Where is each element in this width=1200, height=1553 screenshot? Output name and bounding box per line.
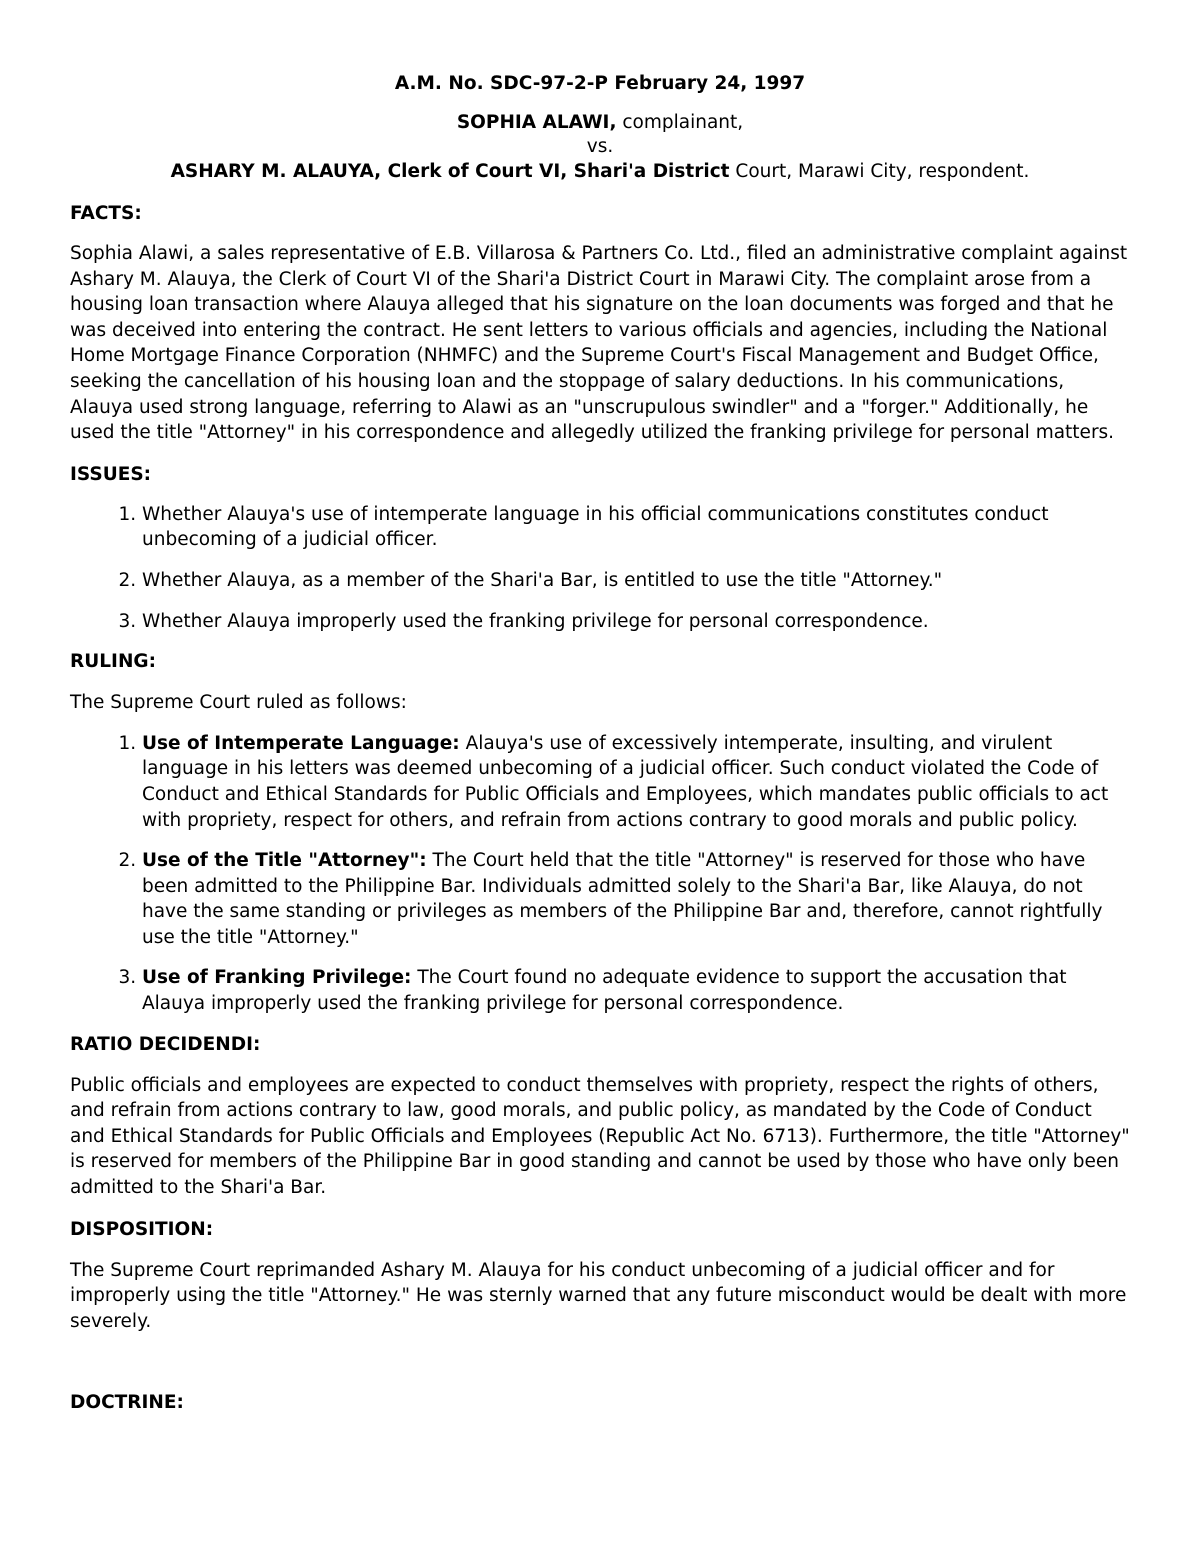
case-parties (70, 111, 1130, 184)
facts-body: Sophia Alawi, a sales representative of E.B. Villarosa & Partners Co. Ltd., filed an administrative complaint against Ashary M. Alauya, the Clerk of Court VI of the Shari'a District Court in Marawi City. The complaint arose from a housing loan transaction where Alauya alleged that his signature on the loan documents was forged and that he was deceived into entering the contract. He sent letters to various officials and agencies, including the National Home Mortgage Finance Corporation (NHMFC) and the Supreme Court's Fiscal Management and Budget Office, seeking the cancellation of his housing loan and the stoppage of salary deductions. In his communications, Alauya used strong language, referring to Alawi as an "unscrupulous swindler" and a "forger." Additionally, he used the title "Attorney" in his correspondence and allegedly utilized the franking privilege for personal matters. (70, 243, 1128, 444)
complainant-line (70, 111, 1130, 135)
ruling-item (142, 731, 1130, 833)
issue-item: 2. Whether Alauya, as a member of the Shari'a Bar, is entitled to use the title "Attorney." (142, 568, 1130, 594)
ruling-item (142, 848, 1130, 950)
disposition-heading: DISPOSITION: (70, 1218, 214, 1240)
respondent-rest: Court, Marawi City, respondent. (729, 161, 1030, 182)
disposition-body: The Supreme Court reprimanded Ashary M. Alauya for his conduct unbecoming of a judicial officer and for improperly using the title "Attorney." He was sternly warned that any future misconduct would be dealt with more severely. (70, 1259, 1127, 1332)
complainant-name: SOPHIA ALAWI, (456, 112, 617, 133)
ruling-intro: The Supreme Court ruled as follows: (70, 692, 407, 714)
case-number: A.M. No. SDC-97-2-P February 24, 1997 (394, 73, 806, 94)
respondent-name: ASHARY M. ALAUYA, Clerk of Court VI, Shari'a District (170, 161, 730, 182)
issue-item: 1. Whether Alauya's use of intemperate language in his official communications constitutes conduct unbecoming of a judicial officer. (142, 502, 1130, 553)
complainant-role: complainant, (616, 112, 744, 133)
issues-list (70, 502, 1130, 634)
respondent-line (70, 160, 1130, 184)
ruling-item-label: Use of the Title "Attorney": (142, 850, 427, 872)
ratio-heading: RATIO DECIDENDI: (70, 1033, 261, 1055)
ruling-heading: RULING: (70, 651, 157, 673)
issue-item: 3. Whether Alauya improperly used the franking privilege for personal correspondence. (142, 609, 1130, 635)
issues-heading: ISSUES: (70, 463, 152, 485)
versus: vs. (586, 136, 614, 157)
ruling-item-text: Alauya's use of excessively intemperate, insulting, and virulent language in his letters was deemed unbecoming of a judicial officer. Such conduct violated the Code of Conduct and Ethical Standards for Public Officials and Employees, which mandates public officials to act with propriety, respect for others, and refrain from actions contrary to good morals and public policy. (142, 732, 1109, 831)
ruling-item-label: Use of Intemperate Language: (142, 732, 460, 754)
ratio-body: Public officials and employees are expected to conduct themselves with propriety, respect the rights of others, and refrain from actions contrary to law, good morals, and public policy, as mandated by the Code of Conduct and Ethical Standards for Public Officials and Employees (Republic Act No. 6713). Furthermore, the title "Attorney" is reserved for members of the Philippine Bar in good standing and cannot be used by those who have only been admitted to the Shari'a Bar. (70, 1074, 1130, 1199)
ruling-item-text: The Court held that the title "Attorney" is reserved for those who have been admitted to the Philippine Bar. Individuals admitted solely to the Shari'a Bar, like Alauya, do not have the same standing or privileges as members of the Philippine Bar and, therefore, cannot rightfully use the title "Attorney." (142, 850, 1103, 948)
ruling-item-text: The Court found no adequate evidence to support the accusation that Alauya improperly used the franking privilege for personal correspondence. (142, 967, 1067, 1015)
ruling-item (142, 965, 1130, 1016)
facts-heading: FACTS: (70, 203, 142, 224)
ruling-item-label: Use of Franking Privilege: (142, 967, 412, 989)
doctrine-heading: DOCTRINE: (70, 1392, 184, 1414)
ruling-list (70, 731, 1130, 1017)
